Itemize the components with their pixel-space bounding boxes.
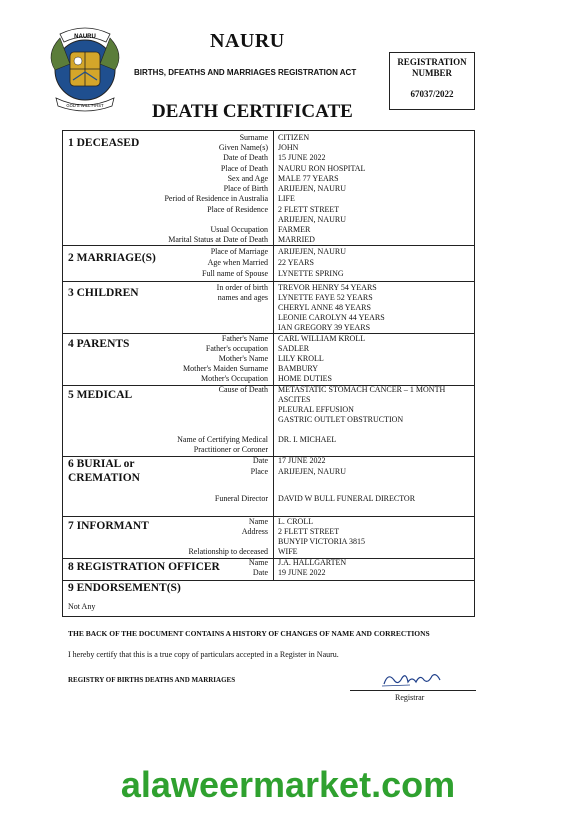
field-value: MALE 77 YEARS bbox=[278, 174, 339, 183]
act-name: BIRTHS, DFEATHS AND MARRIAGES REGISTRATION ACT bbox=[134, 68, 357, 77]
field-label: Place of Birth bbox=[223, 184, 268, 193]
field-label: Practitioner or Coroner bbox=[193, 445, 268, 454]
field-value: 17 JUNE 2022 bbox=[278, 456, 326, 465]
section-title: 9 ENDORSEMENT(S) bbox=[68, 582, 181, 594]
section-deceased bbox=[63, 131, 474, 246]
watermark-text: alaweermarket.com bbox=[120, 764, 456, 805]
field-value: BUNYIP VICTORIA 3815 bbox=[278, 537, 365, 546]
field-value: ASCITES bbox=[278, 395, 311, 404]
registry-name: REGISTRY OF BIRTHS DEATHS AND MARRIAGES bbox=[68, 676, 236, 684]
field-value: PLEURAL EFFUSION bbox=[278, 405, 354, 414]
field-value: 19 JUNE 2022 bbox=[278, 568, 326, 577]
field-value: NAURU RON HOSPITAL bbox=[278, 164, 366, 173]
field-label: Marital Status at Date of Death bbox=[168, 235, 268, 244]
field-label: Address bbox=[241, 527, 268, 536]
field-label: Mother's Occupation bbox=[201, 374, 268, 383]
field-value: LYNETTE FAYE 52 YEARS bbox=[278, 293, 373, 302]
field-label: Name bbox=[248, 517, 268, 526]
field-value: HOME DUTIES bbox=[278, 374, 332, 383]
field-label: In order of birth bbox=[216, 283, 268, 292]
field-value: WIFE bbox=[278, 547, 298, 556]
field-value: 22 YEARS bbox=[278, 258, 314, 267]
field-label: Place of Death bbox=[220, 164, 268, 173]
field-label: Cause of Death bbox=[218, 385, 268, 394]
section-title: 2 MARRIAGE(S) bbox=[68, 252, 156, 264]
field-value: DAVID W BULL FUNERAL DIRECTOR bbox=[278, 494, 416, 503]
field-label: Funeral Director bbox=[214, 494, 268, 503]
field-value: CITIZEN bbox=[278, 133, 310, 142]
certificate-form bbox=[62, 130, 475, 617]
field-value: METASTATIC STOMACH CANCER – 1 MONTH bbox=[278, 385, 446, 394]
section-marriage bbox=[63, 245, 474, 282]
field-value: ARIJEJEN, NAURU bbox=[278, 184, 346, 193]
field-value: DR. I. MICHAEL bbox=[278, 435, 337, 444]
field-label: Date bbox=[252, 456, 268, 465]
field-label: Name bbox=[248, 558, 268, 567]
registration-label: REGISTRATION bbox=[397, 57, 467, 67]
field-label: Place bbox=[250, 467, 268, 476]
field-label: Mother's Name bbox=[218, 354, 268, 363]
field-value: 2 FLETT STREET bbox=[278, 205, 340, 214]
field-label: Full name of Spouse bbox=[202, 269, 268, 278]
section-burial bbox=[63, 456, 474, 517]
field-value: IAN GREGORY 39 YEARS bbox=[278, 323, 371, 332]
field-value: LILY KROLL bbox=[278, 354, 324, 363]
field-label: Father's occupation bbox=[205, 344, 268, 353]
section-title: 5 MEDICAL bbox=[68, 389, 133, 401]
field-value: CHERYL ANNE 48 YEARS bbox=[278, 303, 371, 312]
field-value: GASTRIC OUTLET OBSTRUCTION bbox=[278, 415, 404, 424]
field-value: ARIJEJEN, NAURU bbox=[278, 467, 346, 476]
section-parents bbox=[63, 333, 474, 386]
section-title: 6 BURIAL or bbox=[68, 458, 135, 470]
field-value: BAMBURY bbox=[278, 364, 319, 373]
field-value: ARIJEJEN, NAURU bbox=[278, 215, 346, 224]
section-registration-officer bbox=[63, 558, 474, 581]
registration-number-box bbox=[389, 52, 475, 110]
field-label: Period of Residence in Australia bbox=[164, 194, 268, 203]
certification-statement: I hereby certify that this is a true copy of particulars accepted in a Register in Nauru. bbox=[68, 650, 339, 659]
field-label: Usual Occupation bbox=[210, 225, 268, 234]
field-value: LYNETTE SPRING bbox=[278, 269, 344, 278]
document-title: DEATH CERTIFICATE bbox=[152, 101, 353, 122]
field-label: Given Name(s) bbox=[218, 143, 268, 152]
section-title: 4 PARENTS bbox=[68, 338, 130, 350]
section-title: 7 INFORMANT bbox=[68, 520, 149, 532]
field-label: Surname bbox=[239, 133, 268, 142]
field-value: 2 FLETT STREET bbox=[278, 527, 340, 536]
registrar-label: Registrar bbox=[395, 693, 425, 702]
section-endorsement bbox=[63, 580, 474, 616]
field-value: TREVOR HENRY 54 YEARS bbox=[278, 283, 377, 292]
field-value: L. CROLL bbox=[278, 517, 314, 526]
field-label: Name of Certifying Medical bbox=[177, 435, 268, 444]
field-value: SADLER bbox=[278, 344, 310, 353]
field-value: MARRIED bbox=[278, 235, 315, 244]
field-value: ARIJEJEN, NAURU bbox=[278, 247, 346, 256]
field-label: Place of Residence bbox=[207, 205, 268, 214]
section-informant bbox=[63, 516, 474, 559]
field-value: J.A. HALLGARTEN bbox=[278, 558, 347, 567]
country-name: NAURU bbox=[210, 30, 285, 52]
field-label: Date bbox=[252, 568, 268, 577]
back-of-document-note: THE BACK OF THE DOCUMENT CONTAINS A HISTORY OF CHANGES OF NAME AND CORRECTIONS bbox=[68, 629, 430, 638]
field-value: JOHN bbox=[278, 143, 299, 152]
field-label: Place of Marriage bbox=[210, 247, 268, 256]
section-children bbox=[63, 281, 474, 334]
section-title: 8 REGISTRATION OFFICER bbox=[68, 561, 220, 573]
field-label: Sex and Age bbox=[227, 174, 268, 183]
nauru-coat-of-arms-icon bbox=[40, 24, 130, 114]
field-value: LEONIE CAROLYN 44 YEARS bbox=[278, 313, 385, 322]
field-label: Relationship to deceased bbox=[188, 547, 268, 556]
endorsement-text: Not Any bbox=[68, 602, 96, 611]
field-label: Mother's Maiden Surname bbox=[183, 364, 268, 373]
section-title-line-2: CREMATION bbox=[68, 472, 140, 484]
field-value: CARL WILLIAM KROLL bbox=[278, 334, 366, 343]
signature-line bbox=[350, 690, 476, 691]
field-label: Age when Married bbox=[207, 258, 268, 267]
svg-text:NAURU: NAURU bbox=[74, 34, 96, 40]
section-title: 1 DECEASED bbox=[68, 137, 140, 149]
registrar-signature-icon bbox=[380, 670, 446, 690]
registration-label-number: NUMBER bbox=[412, 68, 452, 78]
field-value: LIFE bbox=[278, 194, 295, 203]
field-label: Date of Death bbox=[223, 153, 268, 162]
svg-text:GOD'S WILL FIRST: GOD'S WILL FIRST bbox=[66, 103, 104, 108]
section-medical bbox=[63, 385, 474, 457]
registration-number: 67037/2022 bbox=[410, 89, 454, 99]
field-value: FARMER bbox=[278, 225, 311, 234]
section-title: 3 CHILDREN bbox=[68, 287, 139, 299]
field-value: 15 JUNE 2022 bbox=[278, 153, 326, 162]
field-label: Father's Name bbox=[221, 334, 268, 343]
field-label: names and ages bbox=[217, 293, 268, 302]
